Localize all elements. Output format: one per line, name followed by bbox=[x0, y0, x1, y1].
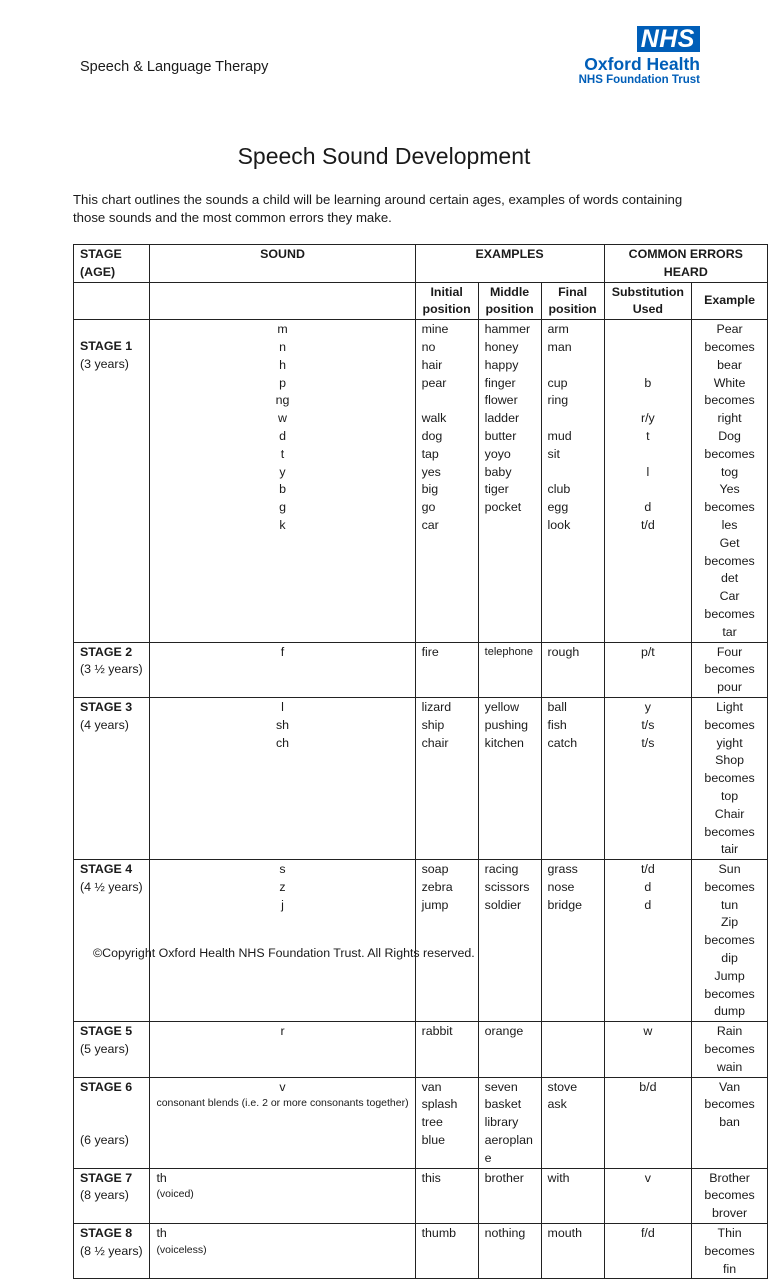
final-item: fish bbox=[547, 717, 567, 732]
final-item: mouth bbox=[547, 1226, 582, 1241]
middle-item: telephone bbox=[484, 645, 533, 658]
middle-item: soldier bbox=[484, 897, 522, 912]
substitution-cell bbox=[604, 320, 692, 642]
initial-item: tree bbox=[421, 1115, 443, 1130]
final-item: with bbox=[547, 1170, 570, 1185]
example-item: Chair becomes tair bbox=[704, 806, 755, 857]
stage-cell bbox=[74, 1077, 150, 1168]
sound-item: r bbox=[280, 1024, 285, 1039]
final-item: cup bbox=[547, 375, 568, 390]
substitution-item: b/d bbox=[639, 1079, 657, 1094]
sound-cell bbox=[150, 1224, 415, 1279]
sound-item: z bbox=[279, 879, 286, 894]
initial-item: chair bbox=[421, 735, 449, 750]
logo-trust-name: NHS Foundation Trust bbox=[578, 74, 700, 86]
table-body bbox=[74, 282, 768, 1279]
initial-item: tap bbox=[421, 446, 439, 461]
sound-cell bbox=[150, 1168, 415, 1223]
substitution-item: d bbox=[644, 879, 652, 894]
substitution-cell bbox=[604, 1022, 692, 1077]
sound-item: b bbox=[279, 482, 286, 497]
stage-label: STAGE 3 bbox=[80, 699, 133, 714]
middle-item: scissors bbox=[484, 879, 530, 894]
stage-label: STAGE 5 bbox=[80, 1024, 133, 1039]
sound-item: v bbox=[279, 1079, 286, 1094]
substitution-item bbox=[611, 446, 686, 464]
initial-item: big bbox=[421, 482, 439, 497]
substitution-item: b bbox=[644, 375, 652, 390]
sound-cell bbox=[150, 697, 415, 859]
substitution-item: w bbox=[643, 1024, 653, 1039]
middle-item: tiger bbox=[484, 482, 509, 497]
stage-age: (8 years) bbox=[80, 1188, 129, 1203]
substitution-item: t/s bbox=[641, 717, 655, 732]
sound-item: f bbox=[280, 644, 285, 659]
sound-cell bbox=[150, 1022, 415, 1077]
final-item: man bbox=[547, 339, 572, 354]
example-item: Four becomes pour bbox=[704, 644, 755, 695]
initial-item: yes bbox=[421, 464, 441, 479]
stage-age: (6 years) bbox=[80, 1133, 129, 1148]
example-item: Shop becomes top bbox=[704, 753, 755, 803]
stage-cell bbox=[74, 1168, 150, 1223]
initial-item: rabbit bbox=[421, 1024, 453, 1039]
initial-cell bbox=[415, 1224, 478, 1279]
example-item: Brother becomes brover bbox=[704, 1170, 755, 1221]
logo-org-name: Oxford Health bbox=[584, 54, 700, 74]
table-row bbox=[74, 1077, 768, 1168]
table-row bbox=[74, 1224, 768, 1279]
initial-cell bbox=[415, 1077, 478, 1168]
sound-item: d bbox=[279, 428, 286, 443]
stage-age: (3 ½ years) bbox=[80, 662, 143, 677]
initial-cell bbox=[415, 860, 478, 1022]
example-cell bbox=[692, 1224, 768, 1279]
example-cell bbox=[692, 697, 768, 859]
substitution-item bbox=[611, 321, 686, 339]
final-cell bbox=[541, 1224, 604, 1279]
table-subheader-row bbox=[74, 282, 768, 320]
initial-item: fire bbox=[421, 644, 439, 659]
initial-cell bbox=[415, 697, 478, 859]
stage-cell bbox=[74, 1022, 150, 1077]
example-cell bbox=[692, 1077, 768, 1168]
example-item: Yes becomes les bbox=[704, 482, 755, 532]
substitution-item bbox=[611, 339, 686, 357]
table-row bbox=[74, 1022, 768, 1077]
final-item: catch bbox=[547, 735, 578, 750]
initial-item: blue bbox=[421, 1133, 446, 1148]
substitution-item: y bbox=[644, 699, 651, 714]
substitution-item: t/d bbox=[640, 517, 655, 532]
middle-item: pocket bbox=[484, 500, 522, 515]
stage-label: STAGE 2 bbox=[80, 644, 133, 659]
stage-cell bbox=[74, 697, 150, 859]
header-errors: COMMON ERRORS HEARD bbox=[604, 245, 767, 283]
initial-item: hair bbox=[421, 357, 443, 372]
middle-cell bbox=[478, 1224, 541, 1279]
table-row bbox=[74, 320, 768, 642]
table-row bbox=[74, 1168, 768, 1223]
substitution-item bbox=[611, 357, 686, 375]
subheader-blank bbox=[74, 282, 150, 320]
final-item: stove bbox=[547, 1079, 578, 1094]
copyright-footer: ©Copyright Oxford Health NHS Foundation Trust. All Rights reserved. bbox=[93, 946, 475, 960]
sound-item: ch bbox=[275, 735, 290, 750]
stage-cell bbox=[74, 1224, 150, 1279]
speech-sound-table bbox=[73, 244, 768, 1279]
example-cell bbox=[692, 1022, 768, 1077]
initial-item: walk bbox=[421, 411, 447, 426]
department-name: Speech & Language Therapy bbox=[80, 59, 269, 75]
stage-cell bbox=[74, 860, 150, 1022]
example-item: Rain becomes wain bbox=[704, 1024, 755, 1074]
final-item: look bbox=[547, 517, 571, 532]
example-item: Car becomes tar bbox=[704, 589, 755, 639]
table-row bbox=[74, 697, 768, 859]
sound-item: sh bbox=[275, 717, 290, 732]
final-cell bbox=[541, 642, 604, 697]
final-item bbox=[548, 410, 598, 428]
sound-item: th bbox=[156, 1226, 167, 1241]
final-item bbox=[548, 357, 598, 375]
stage-age: (4 years) bbox=[80, 717, 129, 732]
initial-cell bbox=[415, 320, 478, 642]
middle-item: pushing bbox=[484, 717, 529, 732]
sound-item: (voiced) bbox=[156, 1188, 194, 1201]
middle-cell bbox=[478, 642, 541, 697]
initial-item: dog bbox=[421, 428, 443, 443]
middle-item: orange bbox=[484, 1024, 524, 1039]
final-item: nose bbox=[547, 879, 575, 894]
middle-item: butter bbox=[484, 428, 517, 443]
initial-item bbox=[422, 392, 472, 410]
initial-item: no bbox=[421, 339, 436, 354]
stage-age: (5 years) bbox=[80, 1042, 129, 1057]
stage-label: STAGE 8 bbox=[80, 1226, 133, 1241]
final-item: mud bbox=[547, 428, 572, 443]
substitution-item: t/s bbox=[641, 735, 655, 750]
middle-item: flower bbox=[484, 393, 518, 408]
substitution-cell bbox=[604, 697, 692, 859]
sound-item: w bbox=[278, 411, 287, 426]
final-item: club bbox=[547, 482, 571, 497]
sound-item: consonant blends (i.e. 2 or more consonants together) bbox=[156, 1097, 409, 1110]
final-item: arm bbox=[547, 322, 569, 337]
table-header-row bbox=[74, 245, 768, 283]
stage-age: (8 ½ years) bbox=[80, 1243, 143, 1258]
example-cell bbox=[692, 1168, 768, 1223]
stage-age: (4 ½ years) bbox=[80, 879, 143, 894]
substitution-item: d bbox=[644, 897, 652, 912]
middle-item: finger bbox=[484, 375, 516, 390]
subheader-final: Final position bbox=[541, 282, 604, 320]
header-sound: SOUND bbox=[150, 245, 415, 283]
initial-cell bbox=[415, 642, 478, 697]
initial-item: mine bbox=[421, 322, 449, 337]
substitution-item: d bbox=[644, 500, 652, 515]
substitution-item: v bbox=[644, 1170, 651, 1185]
stage-cell bbox=[74, 642, 150, 697]
sound-item: y bbox=[279, 464, 286, 479]
example-cell bbox=[692, 320, 768, 642]
initial-item: jump bbox=[421, 897, 449, 912]
substitution-item: r/y bbox=[640, 411, 655, 426]
sound-item: th bbox=[156, 1170, 167, 1185]
substitution-cell bbox=[604, 642, 692, 697]
example-item: White becomes right bbox=[704, 375, 755, 426]
example-item: Dog becomes tog bbox=[704, 428, 755, 479]
stage-label: STAGE 1 bbox=[80, 339, 133, 354]
middle-cell bbox=[478, 320, 541, 642]
subheader-blank bbox=[150, 282, 415, 320]
middle-item: aeroplane bbox=[484, 1133, 533, 1165]
initial-cell bbox=[415, 1168, 478, 1223]
intro-paragraph: This chart outlines the sounds a child will be learning around certain ages, examples of words containing those sounds and the most common errors they make. bbox=[73, 192, 683, 225]
example-item: Sun becomes tun bbox=[704, 862, 755, 912]
stage-label: STAGE 4 bbox=[80, 862, 133, 877]
example-item: Get becomes det bbox=[704, 535, 755, 586]
initial-item: pear bbox=[421, 375, 447, 390]
initial-item: van bbox=[421, 1079, 442, 1094]
nhs-logo-mark: NHS bbox=[637, 26, 700, 52]
substitution-cell bbox=[604, 1224, 692, 1279]
example-item: Van becomes ban bbox=[704, 1079, 755, 1130]
substitution-item bbox=[611, 481, 686, 499]
initial-item: thumb bbox=[421, 1226, 457, 1241]
middle-cell bbox=[478, 1022, 541, 1077]
middle-cell bbox=[478, 1168, 541, 1223]
substitution-item: f/d bbox=[640, 1226, 655, 1241]
subheader-initial: Initial position bbox=[415, 282, 478, 320]
middle-item: yoyo bbox=[484, 446, 511, 461]
substitution-item: t/d bbox=[640, 862, 655, 877]
sound-cell bbox=[150, 1077, 415, 1168]
sound-item: s bbox=[279, 862, 286, 877]
final-item bbox=[548, 1023, 598, 1041]
middle-item: honey bbox=[484, 339, 519, 354]
nhs-logo bbox=[579, 26, 700, 87]
initial-item: splash bbox=[421, 1097, 458, 1112]
middle-item: kitchen bbox=[484, 735, 524, 750]
sound-item: l bbox=[281, 699, 284, 714]
final-cell bbox=[541, 1168, 604, 1223]
header-stage: STAGE (AGE) bbox=[74, 245, 150, 283]
stage-label: STAGE 7 bbox=[80, 1170, 133, 1185]
substitution-item: l bbox=[646, 464, 650, 479]
sound-cell bbox=[150, 320, 415, 642]
sound-item: n bbox=[279, 339, 286, 354]
substitution-cell bbox=[604, 860, 692, 1022]
example-item: Light becomes yight bbox=[704, 699, 755, 750]
sound-cell bbox=[150, 860, 415, 1022]
sound-item: k bbox=[279, 517, 286, 532]
example-cell bbox=[692, 642, 768, 697]
example-item: Pear becomes bear bbox=[704, 322, 755, 372]
subheader-middle: Middle position bbox=[478, 282, 541, 320]
initial-item: ship bbox=[421, 717, 445, 732]
initial-item: soap bbox=[421, 862, 449, 877]
final-cell bbox=[541, 320, 604, 642]
sound-item: t bbox=[280, 446, 285, 461]
final-cell bbox=[541, 697, 604, 859]
initial-item: go bbox=[421, 500, 436, 515]
substitution-item: p/t bbox=[640, 644, 655, 659]
middle-item: racing bbox=[484, 862, 519, 877]
middle-cell bbox=[478, 697, 541, 859]
sound-item: h bbox=[279, 357, 286, 372]
subheader-example: Example bbox=[692, 282, 768, 320]
middle-item: yellow bbox=[484, 699, 520, 714]
substitution-item: t bbox=[646, 428, 650, 443]
middle-item: basket bbox=[484, 1097, 522, 1112]
middle-item: library bbox=[484, 1115, 519, 1130]
stage-cell bbox=[74, 320, 150, 642]
sound-item: p bbox=[279, 375, 286, 390]
final-item bbox=[548, 464, 598, 482]
initial-item: car bbox=[421, 517, 439, 532]
table-row bbox=[74, 860, 768, 1022]
middle-item: ladder bbox=[484, 411, 520, 426]
sound-cell bbox=[150, 642, 415, 697]
sound-item: g bbox=[279, 500, 286, 515]
middle-item: happy bbox=[484, 357, 519, 372]
final-cell bbox=[541, 1022, 604, 1077]
final-item: egg bbox=[547, 500, 569, 515]
final-cell bbox=[541, 1077, 604, 1168]
example-item: Zip becomes dip bbox=[704, 915, 755, 966]
page-title: Speech Sound Development bbox=[237, 143, 531, 169]
initial-item: zebra bbox=[421, 879, 453, 894]
final-item: ring bbox=[547, 393, 569, 408]
substitution-item bbox=[611, 392, 686, 410]
sound-item: m bbox=[277, 322, 288, 337]
sound-item: (voiceless) bbox=[156, 1243, 207, 1256]
middle-item: hammer bbox=[484, 322, 531, 337]
substitution-cell bbox=[604, 1077, 692, 1168]
example-item: Jump becomes dump bbox=[704, 968, 755, 1019]
final-item: bridge bbox=[547, 897, 582, 912]
initial-item: lizard bbox=[421, 699, 452, 714]
middle-item: seven bbox=[484, 1079, 518, 1094]
middle-item: brother bbox=[484, 1170, 524, 1185]
example-item: Thin becomes fin bbox=[704, 1226, 755, 1276]
final-cell bbox=[541, 860, 604, 1022]
final-item: ball bbox=[547, 699, 567, 714]
stage-age: (3 years) bbox=[80, 356, 129, 371]
substitution-cell bbox=[604, 1168, 692, 1223]
middle-item: baby bbox=[484, 464, 512, 479]
final-item: grass bbox=[547, 862, 578, 877]
initial-item: this bbox=[421, 1170, 441, 1185]
final-item: sit bbox=[547, 446, 560, 461]
initial-cell bbox=[415, 1022, 478, 1077]
table-row bbox=[74, 642, 768, 697]
stage-label: STAGE 6 bbox=[80, 1079, 133, 1094]
sound-item: j bbox=[281, 897, 284, 912]
sound-item: ng bbox=[275, 393, 290, 408]
final-item: ask bbox=[547, 1097, 567, 1112]
example-cell bbox=[692, 860, 768, 1022]
subheader-substitution: Substitution Used bbox=[604, 282, 692, 320]
final-item: rough bbox=[547, 644, 580, 659]
middle-item: nothing bbox=[484, 1226, 526, 1241]
middle-cell bbox=[478, 1077, 541, 1168]
header-examples: EXAMPLES bbox=[415, 245, 604, 283]
middle-cell bbox=[478, 860, 541, 1022]
